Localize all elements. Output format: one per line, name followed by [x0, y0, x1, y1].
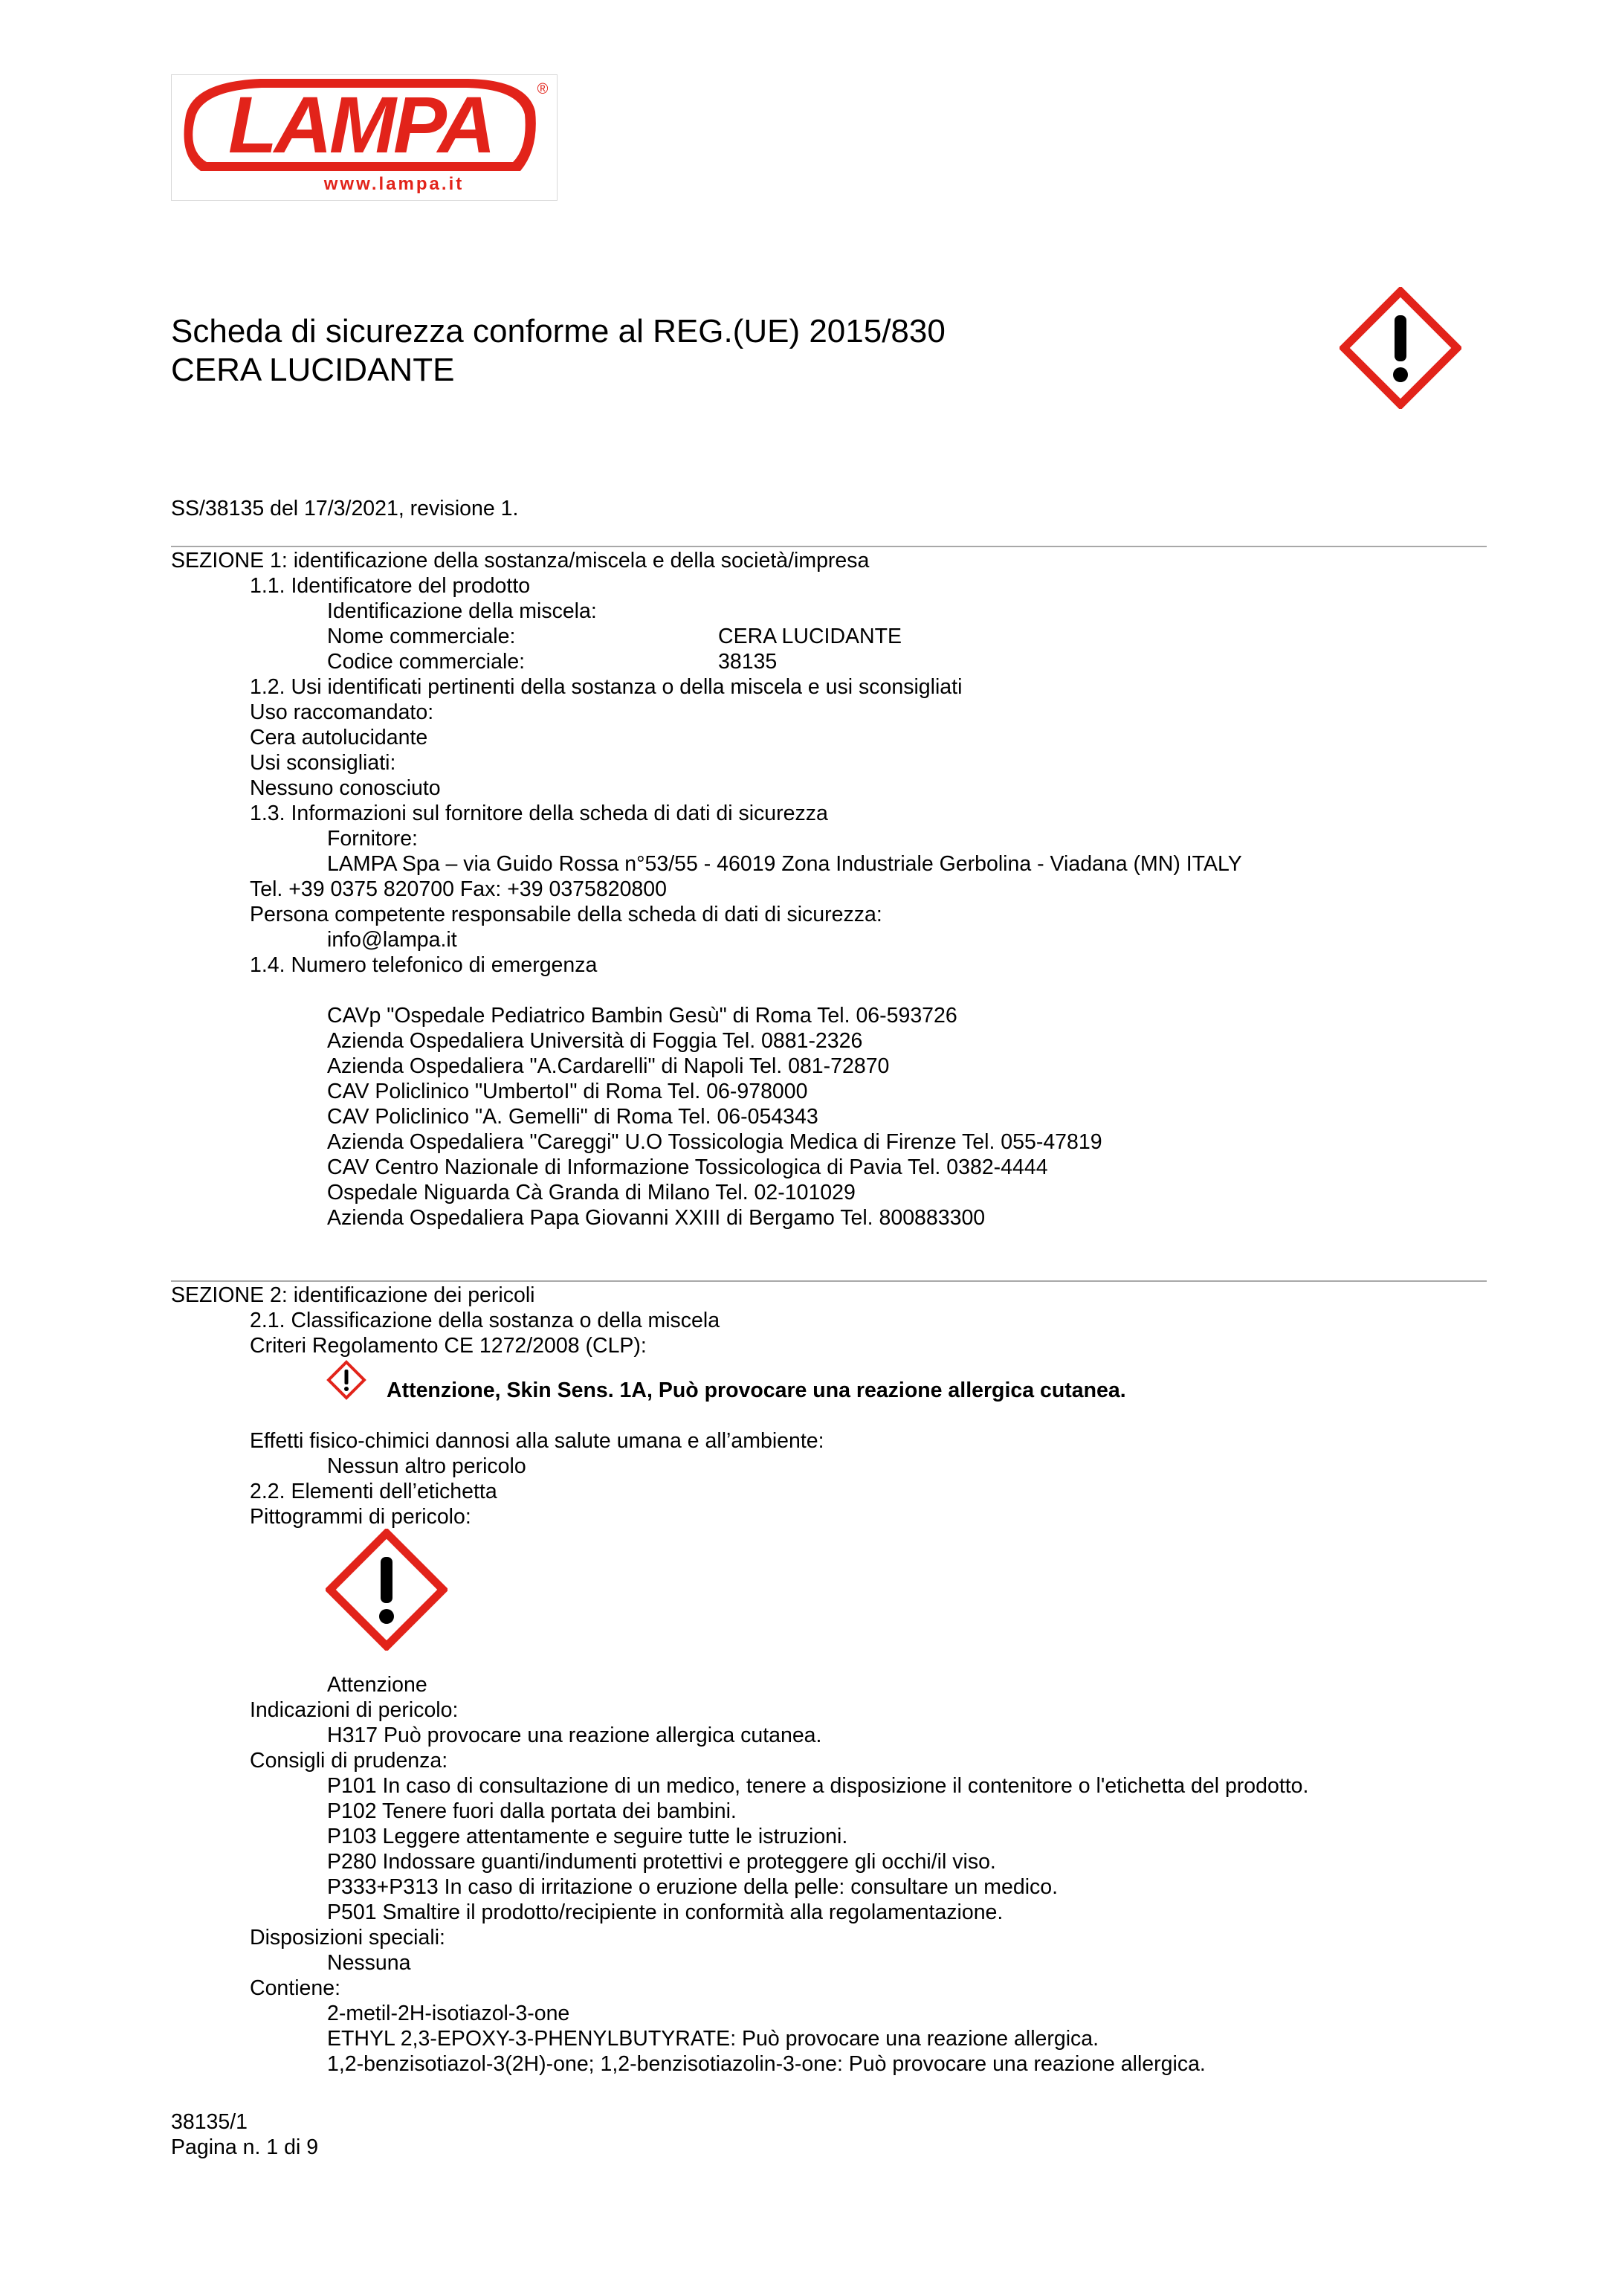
recommended-use-label: Uso raccomandato: — [250, 700, 434, 724]
precautionary-statement: P102 Tenere fuori dalla portata dei bambini. — [327, 1799, 737, 1823]
logo-url-text: www.lampa.it — [323, 174, 465, 194]
precautionary-label: Consigli di prudenza: — [250, 1749, 448, 1773]
subsection-1-1: 1.1. Identificatore del prodotto — [250, 574, 531, 598]
emergency-contact: CAV Policlinico "UmbertoI" di Roma Tel. 06-978000 — [327, 1080, 808, 1103]
contained-substance: ETHYL 2,3-EPOXY-3-PHENYLBUTYRATE: Può provocare una reazione allergica. — [327, 2027, 1099, 2051]
precautionary-statement: P501 Smaltire il prodotto/recipiente in conformità alla regolamentazione. — [327, 1900, 1004, 1924]
emergency-contact: CAV Centro Nazionale di Informazione Tossicologica di Pavia Tel. 0382-4444 — [327, 1155, 1048, 1179]
subsection-1-3: 1.3. Informazioni sul fornitore della scheda di dati di sicurezza — [250, 802, 828, 825]
emergency-contact: Azienda Ospedaliera "Careggi" U.O Tossicologia Medica di Firenze Tel. 055-47819 — [327, 1130, 1102, 1154]
supplier-address: LAMPA Spa – via Guido Rossa n°53/55 - 46019 Zona Industriale Gerbolina - Viadana (MN) ITALY — [327, 852, 1242, 876]
section-divider — [171, 1280, 1487, 1282]
pictograms-label: Pittogrammi di pericolo: — [250, 1505, 471, 1529]
supplier-label: Fornitore: — [327, 827, 418, 851]
section-1-heading: SEZIONE 1: identificazione della sostanza/miscela e della società/impresa — [171, 549, 870, 573]
uses-advised-against-label: Usi sconsigliati: — [250, 751, 396, 775]
trade-code-label: Codice commerciale: — [327, 650, 526, 674]
trade-name-value: CERA LUCIDANTE — [718, 625, 902, 648]
recommended-use-value: Cera autolucidante — [250, 726, 428, 749]
section-divider — [171, 546, 1487, 547]
footer-page-number: Pagina n. 1 di 9 — [171, 2135, 319, 2159]
emergency-contact: Azienda Ospedaliera Università di Foggia Tel. 0881-2326 — [327, 1029, 863, 1053]
emergency-contact: Azienda Ospedaliera Papa Giovanni XXIII di Bergamo Tel. 800883300 — [327, 1206, 986, 1230]
hazard-statement: H317 Può provocare una reazione allergica cutanea. — [327, 1723, 822, 1747]
ghs07-exclamation-mark-icon — [326, 1529, 447, 1657]
precautionary-statement: P280 Indossare guanti/indumenti protettivi e proteggere gli occhi/il viso. — [327, 1850, 996, 1874]
emergency-contact: Azienda Ospedaliera "A.Cardarelli" di Napoli Tel. 081-72870 — [327, 1054, 890, 1078]
precautionary-statement: P101 In caso di consultazione di un medico, tenere a disposizione il contenitore o l'etichetta del prodotto. — [327, 1774, 1309, 1798]
clp-criteria-label: Criteri Regolamento CE 1272/2008 (CLP): — [250, 1334, 647, 1358]
lampa-logo-graphic — [171, 74, 558, 201]
product-name-title: CERA LUCIDANTE — [171, 352, 455, 388]
contained-substance: 2-metil-2H-isotiazol-3-one — [327, 2002, 570, 2025]
contains-label: Contiene: — [250, 1976, 341, 2000]
precautionary-statement: P103 Leggere attentamente e seguire tutte le istruzioni. — [327, 1825, 848, 1848]
supplier-tel-fax: Tel. +39 0375 820700 Fax: +39 0375820800 — [250, 877, 667, 901]
hazard-classification: Attenzione, Skin Sens. 1A, Può provocare una reazione allergica cutanea. — [387, 1378, 1126, 1402]
signal-word: Attenzione — [327, 1673, 427, 1697]
responsible-person-label: Persona competente responsabile della scheda di dati di sicurezza: — [250, 903, 882, 926]
small-ghs07-exclamation-icon — [326, 1359, 367, 1407]
subsection-1-4: 1.4. Numero telefonico di emergenza — [250, 953, 598, 977]
mixture-identification-label: Identificazione della miscela: — [327, 599, 597, 623]
emergency-contact: CAV Policlinico "A. Gemelli" di Roma Tel. 06-054343 — [327, 1105, 818, 1129]
trade-code-value: 38135 — [718, 650, 778, 674]
section-2-heading: SEZIONE 2: identificazione dei pericoli — [171, 1283, 535, 1307]
effects-value: Nessun altro pericolo — [327, 1454, 526, 1478]
logo-brand-text: LAMPA — [228, 80, 493, 170]
document-title: Scheda di sicurezza conforme al REG.(UE) 2015/830 — [171, 313, 946, 349]
precautionary-statement: P333+P313 In caso di irritazione o eruzione della pelle: consultare un medico. — [327, 1875, 1059, 1899]
emergency-contact: CAVp "Ospedale Pediatrico Bambin Gesù" di Roma Tel. 06-593726 — [327, 1004, 957, 1028]
emergency-contact: Ospedale Niguarda Cà Granda di Milano Tel. 02-101029 — [327, 1181, 856, 1205]
lampa-logo — [171, 74, 558, 201]
subsection-2-1: 2.1. Classificazione della sostanza o della miscela — [250, 1309, 720, 1332]
contact-email-link[interactable]: info@lampa.it — [327, 928, 457, 952]
document-reference: SS/38135 del 17/3/2021, revisione 1. — [171, 497, 519, 520]
hazard-statements-label: Indicazioni di pericolo: — [250, 1698, 459, 1722]
ghs07-exclamation-mark-icon — [1340, 287, 1461, 415]
subsection-1-2: 1.2. Usi identificati pertinenti della sostanza o della miscela e usi sconsigliati — [250, 675, 963, 699]
effects-label: Effetti fisico-chimici dannosi alla salute umana e all’ambiente: — [250, 1429, 824, 1453]
trade-name-label: Nome commerciale: — [327, 625, 516, 648]
registered-mark: ® — [537, 81, 549, 97]
special-provisions-label: Disposizioni speciali: — [250, 1926, 445, 1950]
special-provisions-value: Nessuna — [327, 1951, 411, 1975]
uses-advised-against-value: Nessuno conosciuto — [250, 776, 441, 800]
footer-document-code: 38135/1 — [171, 2110, 248, 2134]
contained-substance: 1,2-benzisotiazol-3(2H)-one; 1,2-benzisotiazolin-3-one: Può provocare una reazione allergica. — [327, 2052, 1206, 2076]
subsection-2-2: 2.2. Elementi dell’etichetta — [250, 1480, 497, 1503]
